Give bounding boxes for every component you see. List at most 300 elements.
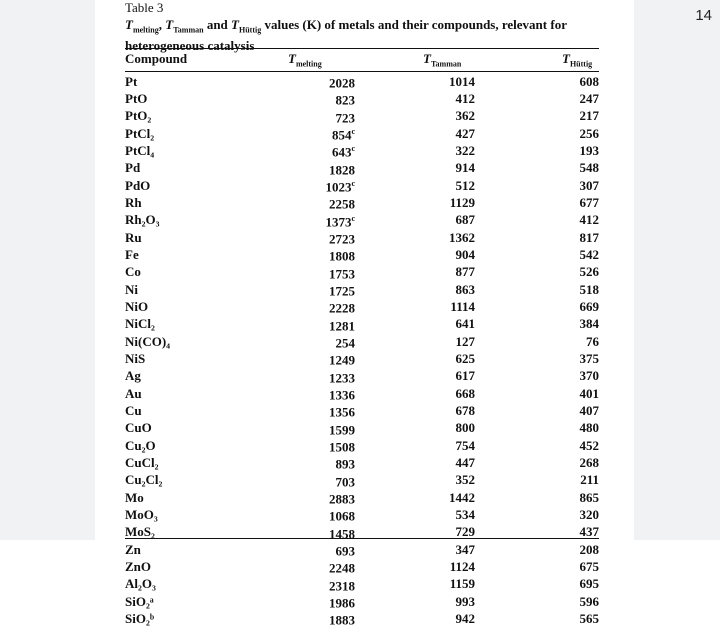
cell-t-tamman — [355, 246, 475, 263]
table-row — [125, 298, 599, 315]
cell-t-tamman — [355, 298, 475, 315]
cell-t-melting-value: 2883 — [329, 491, 355, 507]
cell-t-melting — [275, 437, 355, 454]
table-label: Table 3 — [125, 0, 164, 15]
table-row — [125, 333, 599, 350]
cell-t-melting-value: 2028 — [329, 75, 355, 91]
cell-compound — [125, 73, 275, 90]
cell-t-huttig — [475, 229, 599, 246]
cell-t-melting-value: 1725 — [329, 283, 355, 299]
table-row — [125, 125, 599, 142]
header-t-tamman — [423, 51, 461, 69]
cell-t-tamman — [355, 385, 475, 402]
table-row — [125, 73, 599, 90]
caption-subscript-huttig: Hüttig — [239, 25, 262, 35]
cell-t-melting-value: 1599 — [329, 421, 355, 437]
cell-compound — [125, 90, 275, 107]
footnote-marker: c — [351, 213, 355, 223]
cell-compound — [125, 402, 275, 419]
cell-t-huttig — [475, 558, 599, 575]
cell-t-tamman — [355, 420, 475, 437]
cell-t-huttig — [475, 108, 599, 125]
cell-compound-value: Ru — [125, 229, 142, 245]
table-bottom-rule — [125, 538, 599, 539]
cell-t-huttig — [475, 368, 599, 385]
cell-compound-value: Cu₂O — [125, 437, 156, 453]
cell-t-tamman — [355, 350, 475, 367]
cell-t-melting — [275, 472, 355, 489]
cell-compound — [125, 506, 275, 523]
cell-compound-value: Ni(CO)₄ — [125, 333, 171, 349]
cell-compound-value: Al₂O₃ — [125, 576, 156, 592]
cell-t-melting-value: 2258 — [329, 196, 355, 212]
cell-t-huttig-value: 247 — [579, 90, 599, 106]
document-page — [95, 0, 634, 628]
cell-t-tamman-value: 617 — [455, 368, 475, 384]
cell-compound-value: Au — [125, 385, 142, 401]
cell-t-tamman-value: 362 — [455, 108, 475, 124]
table-row — [125, 212, 599, 229]
slide-number: 14 — [695, 7, 712, 24]
table-row — [125, 593, 599, 610]
cell-t-tamman-value: 863 — [455, 281, 475, 297]
cell-t-huttig — [475, 125, 599, 142]
cell-t-tamman-value: 447 — [455, 454, 475, 470]
cell-t-melting-value: 1986 — [329, 595, 355, 611]
caption-rest: values (K) of metals and their compounds, relevant for heterogeneous catalysis — [125, 17, 567, 53]
cell-t-melting-value: 693 — [335, 543, 355, 559]
cell-compound-value: Rh₂O₃ — [125, 212, 160, 228]
cell-compound — [125, 125, 275, 142]
cell-t-melting — [275, 177, 355, 194]
cell-t-huttig-value: 452 — [579, 437, 599, 453]
cell-t-melting-value: 1356 — [329, 404, 355, 420]
cell-t-tamman — [355, 90, 475, 107]
table-body — [125, 73, 599, 628]
cell-compound-value: Mo — [125, 489, 144, 505]
cell-compound-value: PdO — [125, 177, 151, 193]
cell-t-tamman — [355, 229, 475, 246]
cell-t-huttig — [475, 142, 599, 159]
cell-t-melting-value: 2248 — [329, 560, 355, 576]
cell-compound — [125, 281, 275, 298]
cell-t-huttig — [475, 264, 599, 281]
cell-t-huttig-value: 817 — [579, 229, 599, 245]
cell-t-tamman-value: 412 — [455, 90, 475, 106]
cell-t-huttig — [475, 90, 599, 107]
cell-t-tamman — [355, 593, 475, 610]
cell-t-tamman — [355, 264, 475, 281]
cell-compound-value: Rh — [125, 194, 142, 210]
cell-compound-value: Cu₂Cl₂ — [125, 472, 163, 488]
table-row — [125, 194, 599, 211]
cell-compound-value: Ni — [125, 281, 138, 297]
cell-compound-value: Zn — [125, 541, 141, 557]
cell-t-melting — [275, 142, 355, 159]
caption-symbol-tamman: T — [165, 17, 174, 32]
data-table — [125, 73, 599, 628]
cell-t-tamman-value: 347 — [455, 541, 475, 557]
cell-compound-value: ZnO — [125, 558, 152, 574]
cell-compound — [125, 108, 275, 125]
right-margin — [634, 0, 720, 540]
cell-t-melting-value: 1249 — [329, 352, 355, 368]
cell-t-tamman-value: 993 — [455, 593, 475, 609]
cell-t-huttig-value: 865 — [579, 489, 599, 505]
cell-t-huttig-value: 695 — [579, 576, 599, 592]
cell-t-huttig — [475, 576, 599, 593]
cell-t-tamman-value: 687 — [455, 212, 475, 228]
cell-t-melting — [275, 541, 355, 558]
cell-t-huttig-value: 320 — [579, 506, 599, 522]
cell-compound — [125, 350, 275, 367]
cell-t-melting — [275, 489, 355, 506]
table-row — [125, 316, 599, 333]
cell-t-melting-value: 823 — [335, 92, 355, 108]
cell-compound — [125, 246, 275, 263]
cell-compound — [125, 489, 275, 506]
cell-t-melting-value: 1023 — [325, 179, 352, 195]
cell-compound-value: Co — [125, 264, 141, 280]
cell-t-huttig-value: 608 — [579, 73, 599, 89]
cell-t-huttig — [475, 472, 599, 489]
table-row — [125, 350, 599, 367]
cell-t-melting-value: 1233 — [329, 369, 355, 385]
cell-t-melting-value: 1808 — [329, 248, 355, 264]
cell-t-melting — [275, 73, 355, 90]
cell-t-tamman-value: 1014 — [449, 73, 475, 89]
cell-t-melting-value: 1508 — [329, 439, 355, 455]
cell-t-melting — [275, 264, 355, 281]
cell-t-huttig — [475, 246, 599, 263]
left-margin — [0, 0, 95, 540]
cell-t-huttig — [475, 73, 599, 90]
cell-compound — [125, 298, 275, 315]
cell-t-tamman — [355, 610, 475, 627]
cell-t-tamman — [355, 177, 475, 194]
cell-t-tamman-value: 754 — [455, 437, 475, 453]
cell-t-huttig — [475, 177, 599, 194]
cell-t-tamman — [355, 73, 475, 90]
cell-t-melting — [275, 246, 355, 263]
cell-t-tamman-value: 729 — [455, 524, 475, 540]
footnote-marker: c — [351, 126, 355, 136]
cell-t-tamman-value: 322 — [455, 142, 475, 158]
cell-t-melting — [275, 368, 355, 385]
cell-t-melting — [275, 593, 355, 610]
cell-compound-value: CuO — [125, 420, 152, 436]
cell-compound-value: PtCl₄ — [125, 142, 155, 158]
cell-t-huttig-value: 437 — [579, 524, 599, 540]
cell-t-tamman — [355, 125, 475, 142]
cell-compound — [125, 333, 275, 350]
cell-t-tamman — [355, 437, 475, 454]
header-t-tamman-symbol: T — [423, 51, 431, 66]
cell-compound — [125, 593, 275, 610]
cell-t-melting — [275, 385, 355, 402]
cell-t-huttig — [475, 402, 599, 419]
cell-compound — [125, 541, 275, 558]
cell-t-tamman-value: 1114 — [450, 298, 475, 314]
footnote-marker: c — [351, 178, 355, 188]
cell-compound-value: NiS — [125, 350, 146, 366]
cell-t-melting-value: 2318 — [329, 577, 355, 593]
cell-t-tamman-value: 1362 — [449, 229, 475, 245]
cell-t-tamman — [355, 142, 475, 159]
cell-t-tamman — [355, 402, 475, 419]
cell-t-tamman — [355, 576, 475, 593]
cell-t-melting — [275, 160, 355, 177]
cell-compound — [125, 212, 275, 229]
header-t-melting — [288, 51, 322, 69]
cell-compound — [125, 576, 275, 593]
cell-t-melting-value: 1336 — [329, 387, 355, 403]
table-row — [125, 229, 599, 246]
cell-compound — [125, 610, 275, 627]
table-row — [125, 610, 599, 627]
cell-t-tamman — [355, 368, 475, 385]
cell-t-tamman — [355, 281, 475, 298]
cell-t-tamman-value: 800 — [455, 420, 475, 436]
cell-t-huttig-value: 675 — [579, 558, 599, 574]
cell-t-tamman — [355, 541, 475, 558]
cell-t-melting — [275, 506, 355, 523]
table-row — [125, 420, 599, 437]
caption-symbol-huttig: T — [231, 17, 239, 32]
cell-t-melting-value: 2228 — [329, 300, 355, 316]
cell-t-tamman-value: 678 — [455, 402, 475, 418]
caption-text: $T_{melting}$, $T_{Tamman}$ and $T_{Hüttig}$ values (K) of metals and their compounds, relevant for heterogeneous catalysis — [125, 17, 567, 53]
cell-t-melting — [275, 281, 355, 298]
caption-and: and — [206, 17, 228, 32]
cell-t-huttig-value: 375 — [579, 350, 599, 366]
cell-t-huttig-value: 370 — [579, 368, 599, 384]
cell-t-huttig — [475, 298, 599, 315]
cell-t-melting — [275, 333, 355, 350]
cell-t-melting-value: 1068 — [329, 508, 355, 524]
cell-t-melting — [275, 454, 355, 471]
cell-t-tamman-value: 668 — [455, 385, 475, 401]
table-top-rule — [125, 48, 599, 49]
cell-t-tamman-value: 427 — [455, 125, 475, 141]
cell-t-tamman-value: 942 — [455, 610, 475, 626]
cell-t-huttig-value: 384 — [579, 316, 599, 332]
cell-compound-value: Pd — [125, 160, 141, 176]
cell-t-huttig-value: 480 — [579, 420, 599, 436]
cell-t-melting-value: 893 — [335, 456, 355, 472]
caption-subscript-melting: melting — [132, 25, 159, 35]
cell-t-huttig-value: 307 — [579, 177, 599, 193]
cell-compound-value: PtCl₂ — [125, 125, 155, 141]
cell-t-huttig — [475, 541, 599, 558]
cell-compound-value: MoO₃ — [125, 506, 158, 522]
cell-t-huttig-value: 542 — [579, 246, 599, 262]
cell-t-tamman-value: 914 — [455, 160, 475, 176]
cell-t-huttig — [475, 194, 599, 211]
cell-compound-value: CuCl₂ — [125, 454, 159, 470]
caption-subscript-tamman: Tamman — [173, 25, 204, 35]
cell-t-huttig — [475, 454, 599, 471]
cell-compound-value: Cu — [125, 402, 142, 418]
cell-t-huttig-value: 208 — [579, 541, 599, 557]
cell-compound-value: NiCl₂ — [125, 316, 155, 332]
cell-t-melting — [275, 558, 355, 575]
table-row — [125, 506, 599, 523]
header-t-melting-symbol: T — [288, 51, 296, 66]
cell-t-melting — [275, 90, 355, 107]
cell-t-tamman-value: 534 — [455, 506, 475, 522]
cell-t-tamman-value: 127 — [455, 333, 475, 349]
cell-compound-value: NiO — [125, 298, 149, 314]
cell-t-huttig-value: 596 — [579, 593, 599, 609]
cell-t-tamman — [355, 472, 475, 489]
cell-t-huttig — [475, 212, 599, 229]
table-row — [125, 385, 599, 402]
cell-t-tamman — [355, 333, 475, 350]
cell-t-huttig-value: 256 — [579, 125, 599, 141]
table-row — [125, 142, 599, 159]
header-t-melting-subscript: melting — [295, 59, 322, 69]
cell-compound — [125, 420, 275, 437]
cell-t-melting — [275, 108, 355, 125]
cell-t-tamman — [355, 160, 475, 177]
cell-t-huttig-value: 76 — [586, 333, 599, 349]
cell-t-melting — [275, 610, 355, 627]
cell-compound — [125, 454, 275, 471]
cell-compound — [125, 472, 275, 489]
cell-compound-value: SiO₂ᵇ — [125, 610, 155, 626]
table-row — [125, 90, 599, 107]
table-header — [125, 51, 599, 69]
cell-t-huttig-value: 211 — [580, 472, 599, 488]
cell-t-huttig — [475, 160, 599, 177]
cell-t-huttig — [475, 489, 599, 506]
cell-t-huttig — [475, 316, 599, 333]
table-row — [125, 558, 599, 575]
header-t-huttig — [562, 51, 592, 69]
cell-t-tamman-value: 1129 — [449, 194, 475, 210]
cell-t-tamman-value: 1442 — [449, 489, 475, 505]
cell-t-tamman — [355, 454, 475, 471]
cell-t-melting-value: 1281 — [329, 317, 355, 333]
cell-t-huttig-value: 217 — [579, 108, 599, 124]
cell-t-melting — [275, 316, 355, 333]
cell-t-huttig-value: 412 — [579, 212, 599, 228]
cell-t-huttig-value: 669 — [579, 298, 599, 314]
cell-t-tamman-value: 877 — [455, 264, 475, 280]
cell-compound — [125, 316, 275, 333]
cell-compound — [125, 194, 275, 211]
cell-compound-value: Fe — [125, 246, 139, 262]
cell-compound — [125, 229, 275, 246]
cell-compound-value: MoS₂ — [125, 524, 155, 540]
table-row — [125, 160, 599, 177]
cell-compound — [125, 368, 275, 385]
table-row — [125, 541, 599, 558]
cell-t-melting-value: 1373 — [325, 213, 352, 229]
cell-t-melting-value: 723 — [335, 109, 355, 125]
table-row — [125, 454, 599, 471]
cell-t-tamman-value: 1124 — [449, 558, 475, 574]
header-compound: Compound — [125, 51, 188, 66]
cell-t-huttig — [475, 281, 599, 298]
cell-t-huttig-value: 526 — [579, 264, 599, 280]
table-row — [125, 368, 599, 385]
cell-t-melting-value: 643 — [331, 144, 352, 160]
cell-t-melting — [275, 420, 355, 437]
table-row — [125, 177, 599, 194]
cell-compound-value: PtO — [125, 90, 148, 106]
cell-t-melting-value: 1458 — [329, 525, 355, 541]
cell-t-tamman — [355, 108, 475, 125]
cell-t-melting — [275, 402, 355, 419]
cell-t-huttig — [475, 593, 599, 610]
table-row — [125, 246, 599, 263]
header-t-tamman-subscript: Tamman — [430, 59, 462, 69]
cell-t-huttig-value: 548 — [579, 160, 599, 176]
cell-t-tamman-value: 352 — [455, 472, 475, 488]
cell-t-tamman — [355, 194, 475, 211]
table-row — [125, 264, 599, 281]
table-row — [125, 489, 599, 506]
cell-t-tamman-value: 641 — [455, 316, 475, 332]
cell-t-melting-value: 854 — [331, 127, 352, 143]
table-row — [125, 402, 599, 419]
cell-t-melting-value: 1753 — [329, 265, 355, 281]
header-t-huttig-symbol: T — [562, 51, 570, 66]
cell-compound-value: Pt — [125, 73, 138, 89]
table-row — [125, 472, 599, 489]
cell-t-tamman — [355, 558, 475, 575]
cell-t-melting-value: 703 — [335, 473, 355, 489]
cell-t-huttig — [475, 333, 599, 350]
cell-t-huttig — [475, 506, 599, 523]
cell-compound — [125, 437, 275, 454]
footnote-marker: c — [351, 144, 355, 154]
cell-compound — [125, 177, 275, 194]
cell-t-huttig-value: 518 — [579, 281, 599, 297]
cell-compound-value: SiO₂ᵃ — [125, 593, 154, 609]
table-row — [125, 437, 599, 454]
cell-t-tamman — [355, 212, 475, 229]
cell-t-tamman-value: 512 — [455, 177, 475, 193]
cell-t-tamman — [355, 316, 475, 333]
cell-t-huttig-value: 193 — [579, 142, 599, 158]
cell-t-melting — [275, 194, 355, 211]
cell-t-melting — [275, 298, 355, 315]
table-row — [125, 576, 599, 593]
cell-compound-value: Ag — [125, 368, 141, 384]
cell-t-melting — [275, 229, 355, 246]
cell-t-melting-value: 2723 — [329, 231, 355, 247]
cell-t-melting — [275, 576, 355, 593]
cell-t-tamman-value: 904 — [455, 246, 475, 262]
cell-t-tamman — [355, 489, 475, 506]
cell-t-melting-value: 1828 — [329, 161, 355, 177]
cell-t-tamman-value: 1159 — [449, 576, 475, 592]
cell-t-huttig — [475, 350, 599, 367]
cell-compound-value: PtO₂ — [125, 108, 152, 124]
header-t-huttig-subscript: Hüttig — [569, 59, 593, 69]
cell-compound — [125, 160, 275, 177]
cell-t-huttig — [475, 610, 599, 627]
table-row — [125, 108, 599, 125]
cell-t-melting — [275, 212, 355, 229]
cell-t-huttig-value: 677 — [579, 194, 599, 210]
cell-t-huttig-value: 565 — [579, 610, 599, 626]
table-header-rule — [125, 71, 599, 72]
cell-t-huttig — [475, 420, 599, 437]
